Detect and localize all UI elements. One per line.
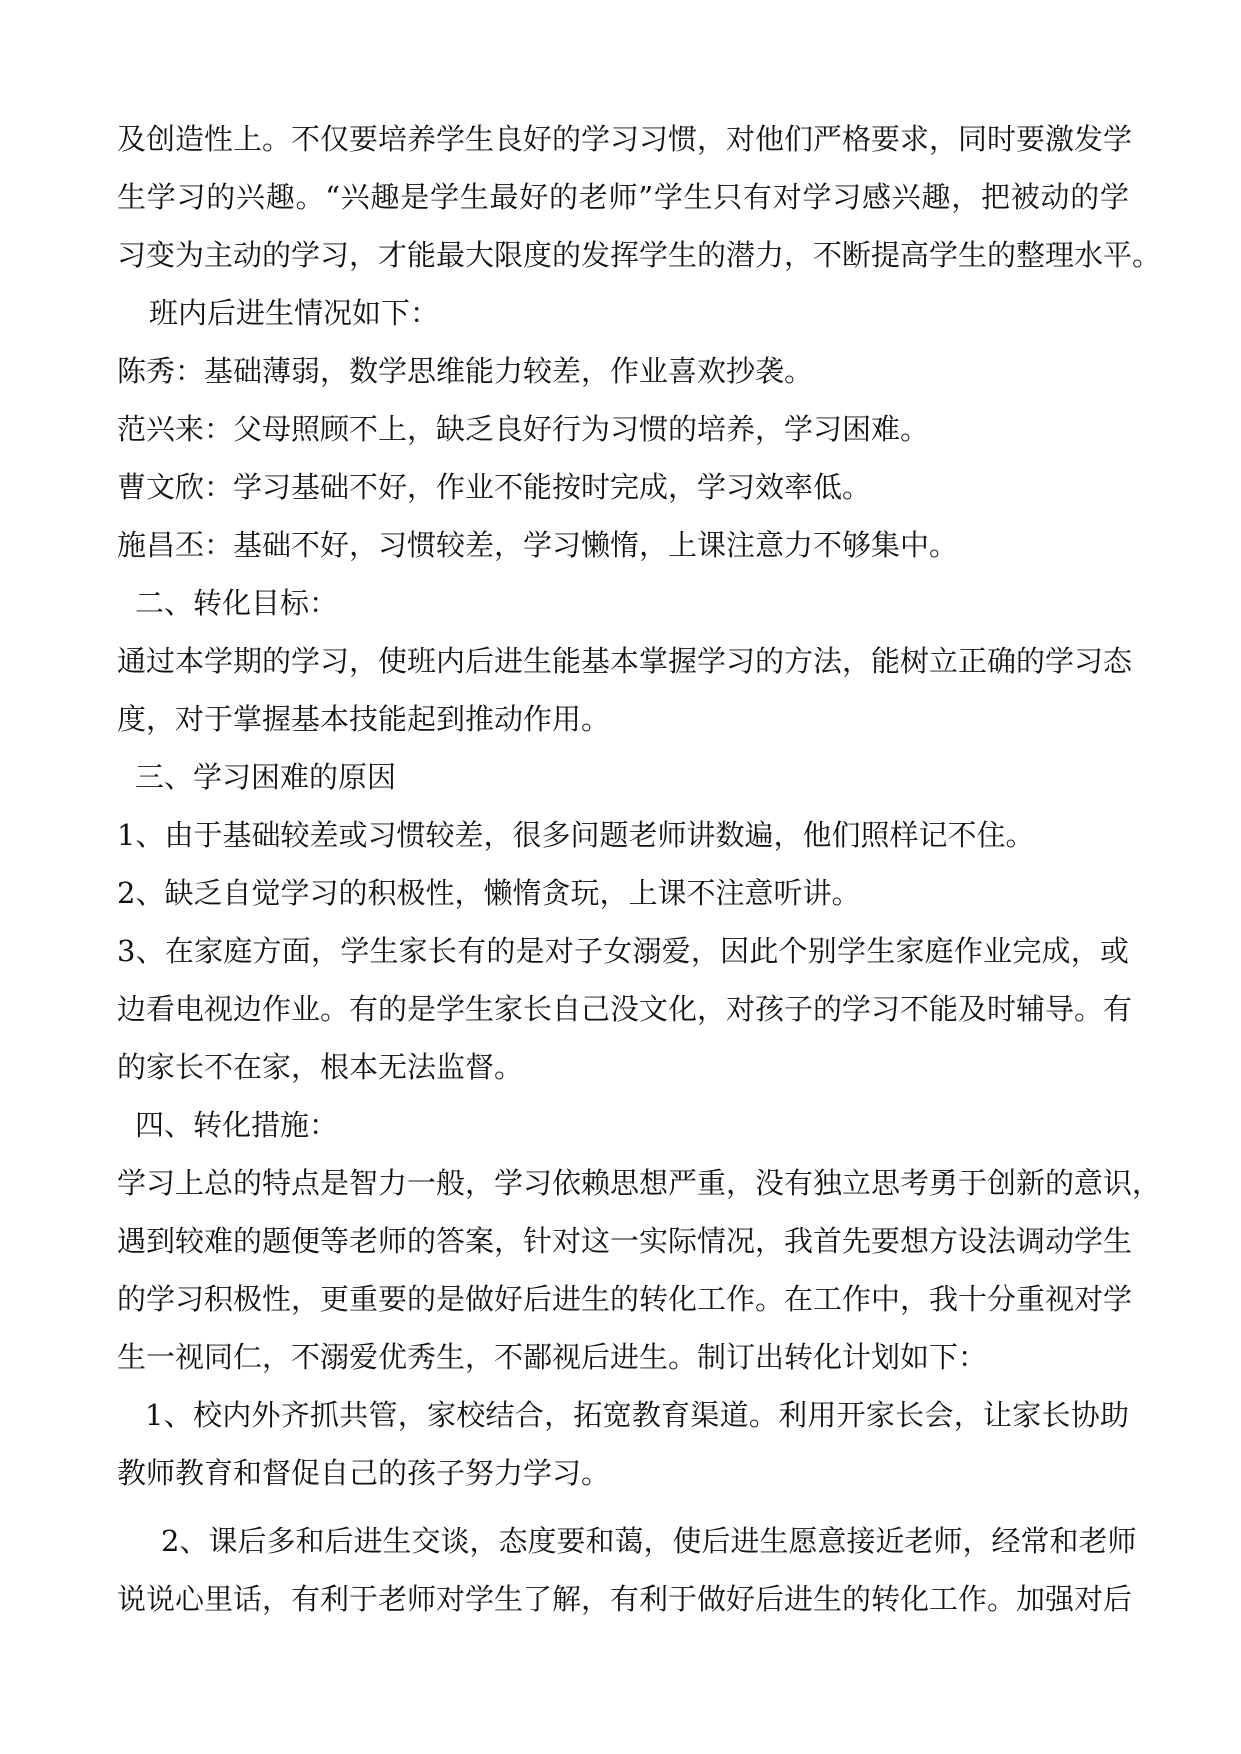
section-paragraph (117, 1154, 1162, 1386)
list-item: 2、缺乏自觉学习的积极性，懒惰贪玩，上课不注意听讲。 (117, 876, 861, 910)
text-line: 度，对于掌握基本技能起到推动作用。 (117, 702, 611, 736)
list-item: 范兴来：父母照顾不上，缺乏良好行为习惯的培养，学习困难。 (117, 412, 930, 446)
text-line: 边看电视边作业。有的是学生家长自己没文化，对孩子的学习不能及时辅导。有 (117, 992, 1133, 1026)
list-item: 施昌丕：基础不好，习惯较差，学习懒惰，上课注意力不够集中。 (117, 528, 959, 562)
text-line: 的学习积极性，更重要的是做好后进生的转化工作。在工作中，我十分重视对学 (117, 1282, 1133, 1316)
list-item: 陈秀：基础薄弱，数学思维能力较差，作业喜欢抄袭。 (117, 354, 814, 388)
reasons-list (117, 806, 1133, 1096)
measure-item (117, 1512, 1137, 1628)
text-line: 通过本学期的学习，使班内后进生能基本掌握学习的方法，能树立正确的学习态 (117, 644, 1133, 678)
text-line: 的家长不在家，根本无法监督。 (117, 1050, 524, 1084)
section-heading: 三、学习困难的原因 (135, 760, 397, 794)
list-item: 1、由于基础较差或习惯较差，很多问题老师讲数遍，他们照样记不住。 (117, 818, 1035, 852)
text-line: 生一视同仁，不溺爱优秀生，不鄙视后进生。制订出转化计划如下： (117, 1340, 988, 1374)
text-line: 说说心里话，有利于老师对学生了解，有利于做好后进生的转化工作。加强对后 (117, 1582, 1133, 1616)
text-line: 及创造性上。不仅要培养学生良好的学习习惯，对他们严格要求，同时要激发学 (117, 122, 1133, 156)
text-line: 遇到较难的题便等老师的答案，针对这一实际情况，我首先要想方设法调动学生 (117, 1224, 1133, 1258)
text-line: 2、课后多和后进生交谈，态度要和蔼，使后进生愿意接近老师，经常和老师 (161, 1524, 1137, 1558)
text-line: 生学习的兴趣。“兴趣是学生最好的老师”学生只有对学习感兴趣，把被动的学 (117, 180, 1129, 214)
section-heading: 二、转化目标： (135, 586, 339, 620)
intro-paragraph (117, 110, 1162, 284)
text-line: 学习上总的特点是智力一般，学习依赖思想严重，没有独立思考勇于创新的意识， (117, 1166, 1162, 1200)
text-line: 教师教育和督促自己的孩子努力学习。 (117, 1456, 611, 1490)
measure-item (117, 1386, 1129, 1502)
text-line: 习变为主动的学习，才能最大限度的发挥学生的潜力，不断提高学生的整理水平。 (117, 238, 1162, 272)
text-line: 3、在家庭方面，学生家长有的是对子女溺爱，因此个别学生家庭作业完成，或 (117, 934, 1129, 968)
section-heading: 四、转化措施： (135, 1108, 339, 1142)
students-heading: 班内后进生情况如下： (149, 296, 440, 330)
list-item: 曹文欣：学习基础不好，作业不能按时完成，学习效率低。 (117, 470, 872, 504)
student-list (117, 342, 1129, 574)
text-line: 1、校内外齐抓共管，家校结合，拓宽教育渠道。利用开家长会，让家长协助 (145, 1398, 1129, 1432)
document-body (117, 110, 1162, 1628)
section-paragraph (117, 632, 1133, 748)
